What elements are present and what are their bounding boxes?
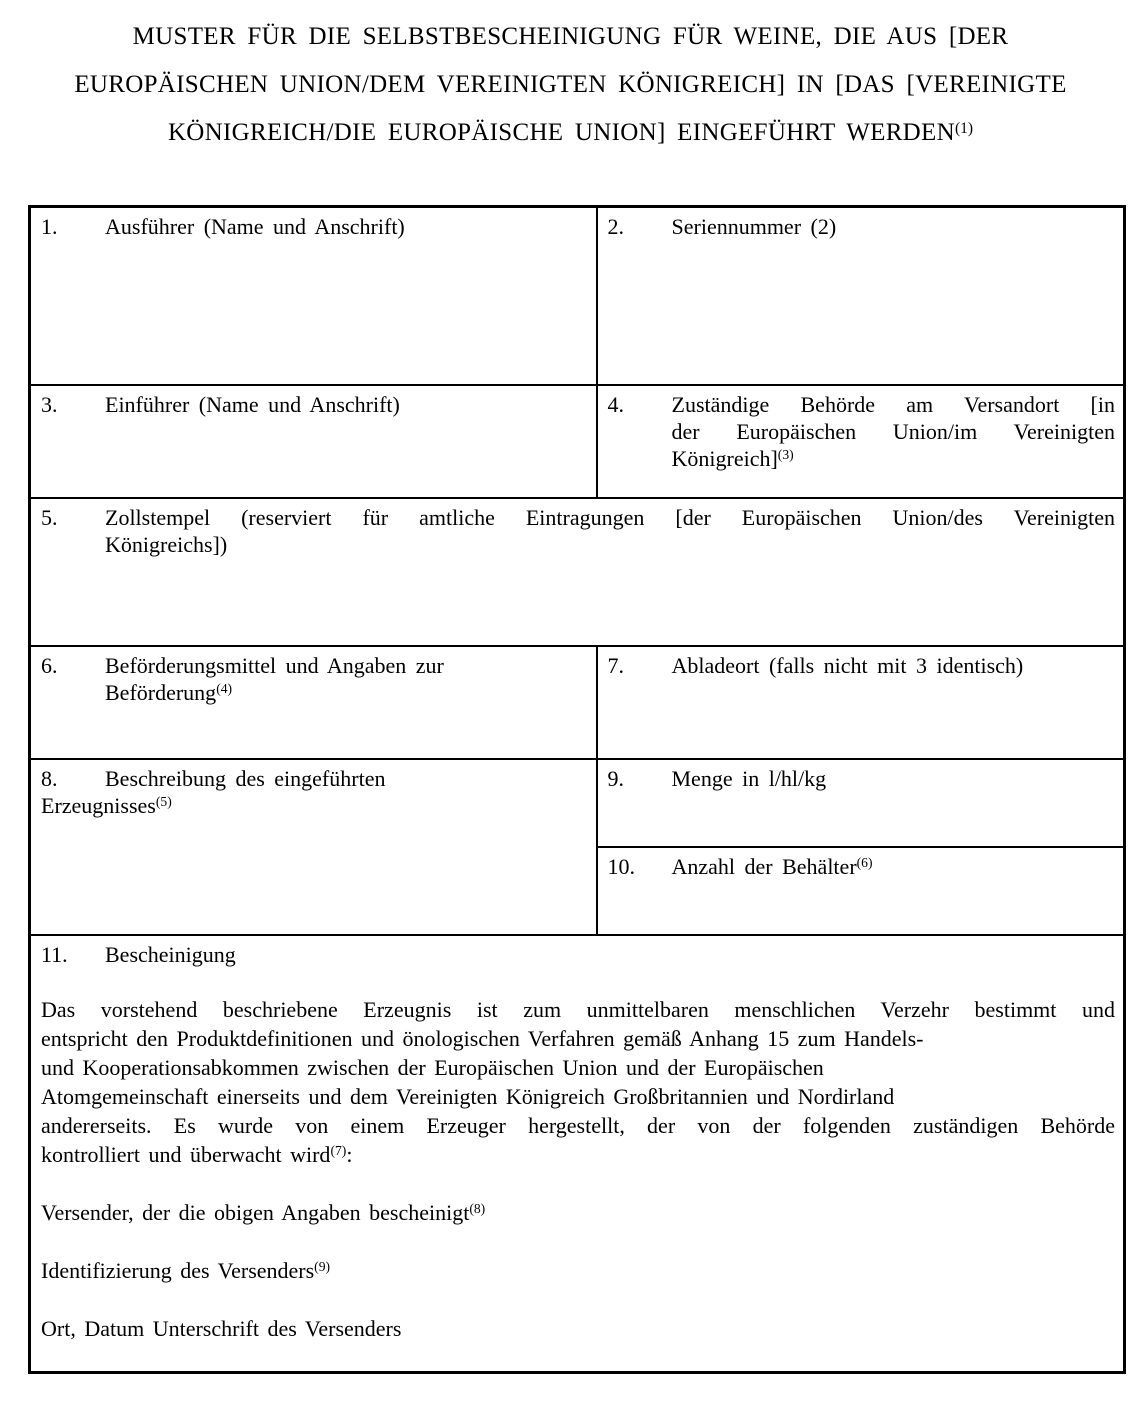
cell-competent-authority [597, 385, 1125, 498]
table-row [30, 646, 1125, 759]
table-row [30, 935, 1125, 1373]
sender-certifies-line: Versender, der die obigen Angaben bescheinigt$^{(8)}$ [41, 1199, 486, 1225]
field-number: 9. [607, 765, 624, 791]
title-line-1: MUSTER FÜR DIE SELBSTBESCHEINIGUNG FÜR WEINE, DIE AUS [DER [132, 23, 1009, 50]
footnote-ref-9: (9) [314, 1259, 331, 1275]
title-line-2: EUROPÄISCHEN UNION/DEM VEREINIGTEN KÖNIGREICH] IN [DAS [VEREINIGTE [74, 71, 1067, 98]
field-number: 4. [607, 391, 624, 417]
field-label: Zollstempel (reserviert für amtliche Eintragungen [der Europäischen Union/des Vereinigten Königreichs]) [105, 504, 1115, 557]
table-row [30, 759, 1125, 847]
footnote-ref-8: (8) [469, 1201, 486, 1217]
certification-form-table [28, 205, 1126, 1374]
footnote-ref-1: (1) [954, 120, 974, 138]
field-number: 3. [41, 391, 58, 417]
field-number: 5. [41, 504, 58, 530]
field-number: 7. [607, 652, 624, 678]
footnote-ref-4: (4) [216, 681, 233, 697]
field-number: 6. [41, 652, 58, 678]
cell-means-of-transport [30, 646, 597, 759]
field-number: 8. [41, 765, 58, 791]
field-label: Zuständige Behörde am Versandort [in der Europäischen Union/im Vereinigten Königreich]$^{(3)}$ [671, 391, 1115, 471]
certification-text: Das vorstehend beschriebene Erzeugnis ist zum unmittelbaren menschlichen Verzehr bestimmt und entspricht den Produktdefinitionen und önologischen Verfahren gemäß Anhang 15 zum Handels- und Kooperationsabkommen zwischen der Europäischen Union und der Europäischen Atomgemeinschaft einerseits und dem Vereinigten Königreich Großbritannien und Nordirland andererseits. Es wurde von einem Erzeuger hergestellt, der von der folgenden zuständigen Behörde kontrolliert und überwacht wird$^{(7)}$: [41, 996, 1115, 1167]
footnote-ref-7: (7) [330, 1143, 347, 1159]
field-label: Beschreibung des eingeführten [105, 765, 386, 791]
field-label: Einführer (Name und Anschrift) [105, 391, 400, 417]
field-label: Seriennummer (2) [671, 214, 837, 239]
cell-number-of-containers [597, 847, 1125, 935]
footnote-ref-6: (6) [856, 855, 873, 871]
field-number: 1. [41, 214, 58, 239]
cell-certification [30, 935, 1125, 1373]
place-date-signature-line: Ort, Datum Unterschrift des Versenders [41, 1315, 402, 1341]
footnote-ref-5: (5) [155, 794, 172, 810]
field-label: Abladeort (falls nicht mit 3 identisch) [671, 652, 1024, 678]
field-label: Anzahl der Behälter$^{(6)}$ [671, 853, 873, 879]
field-label: Menge in l/hl/kg [671, 765, 827, 791]
cell-product-description: 8. Beschreibung des eingeführten Erzeugnisses$^{(5)}$ [30, 759, 597, 935]
title-line-3 [0, 109, 1141, 157]
field-number: 11. [41, 941, 68, 967]
field-number: 10. [607, 853, 635, 879]
table-row [30, 498, 1125, 646]
title-line-3-text: KÖNIGREICH/DIE EUROPÄISCHE UNION] EINGEFÜHRT WERDEN [167, 119, 955, 146]
sender-identification-line: Identifizierung des Versenders$^{(9)}$ [41, 1257, 331, 1283]
table-row [30, 207, 1125, 385]
field-label: Bescheinigung [105, 941, 236, 967]
cell-exporter [30, 207, 597, 385]
field-number: 2. [607, 214, 624, 239]
cell-place-of-unloading [597, 646, 1125, 759]
cell-quantity [597, 759, 1125, 847]
table-row [30, 385, 1125, 498]
cell-importer [30, 385, 597, 498]
cell-customs-stamp [30, 498, 1125, 646]
field-label: Beförderungsmittel und Angaben zur Beförderung$^{(4)}$ [105, 652, 444, 705]
field-label: Ausführer (Name und Anschrift) [105, 214, 405, 239]
cell-serial-number [597, 207, 1125, 385]
document-title [0, 13, 1141, 157]
footnote-ref-3: (3) [777, 447, 794, 463]
